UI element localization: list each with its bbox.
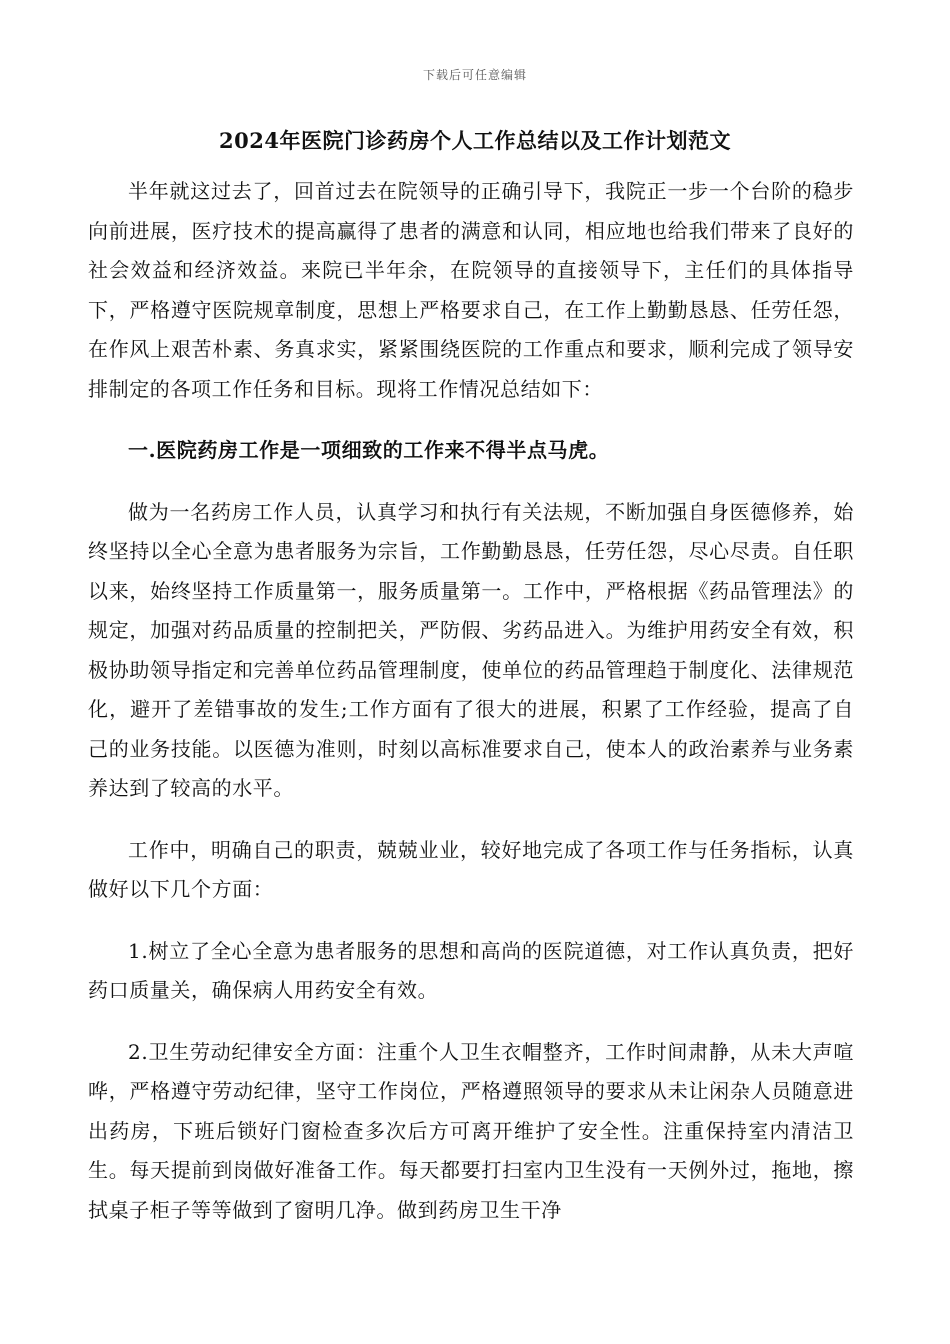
list-item-1: 1.树立了全心全意为患者服务的思想和高尚的医院道德，对工作认真负责，把好药口质量关，确保病人用药安全有效。 bbox=[88, 938, 854, 1002]
document-title: 2024年医院门诊药房个人工作总结以及工作计划范文 bbox=[219, 128, 731, 153]
list-item-2: 2.卫生劳动纪律安全方面：注重个人卫生衣帽整齐，工作时间肃静，从未大声喧哗，严格遵守劳动纪律，坚守工作岗位，严格遵照领导的要求从未让闲杂人员随意进出药房，下班后锁好门窗检查多次后方可离开维护了安全性。注重保持室内清洁卫生。每天提前到岗做好准备工作。每天都要打扫室内卫生没有一天例外过，拖地，擦拭桌子柜子等等做到了窗明几净。做到药房卫生干净 bbox=[88, 1039, 854, 1222]
body-paragraph-duties: 做为一名药房工作人员，认真学习和执行有关法规，不断加强自身医德修养，始终坚持以全心全意为患者服务为宗旨，工作勤勤恳恳，任劳任怨，尽心尽责。自任职以来，始终坚持工作质量第一，服务质量第一。工作中，严格根据《药品管理法》的规定，加强对药品质量的控制把关，严防假、劣药品进入。为维护用药安全有效，积极协助领导指定和完善单位药品管理制度，使单位的药品管理趋于制度化、法律规范化，避开了差错事故的发生;工作方面有了很大的进展，积累了工作经验，提高了自己的业务技能。以医德为准则，时刻以高标准要求自己，使本人的政治素养与业务素养达到了较高的水平。 bbox=[88, 499, 854, 800]
body-paragraph-summary: 工作中，明确自己的职责，兢兢业业，较好地完成了各项工作与任务指标，认真做好以下几个方面： bbox=[88, 837, 854, 901]
section-heading: 一.医院药房工作是一项细致的工作来不得半点马虎。 bbox=[128, 438, 610, 462]
intro-paragraph: 半年就这过去了，回首过去在院领导的正确引导下，我院正一步一个台阶的稳步向前进展，医疗技术的提高赢得了患者的满意和认同，相应地也给我们带来了良好的社会效益和经济效益。来院已半年余，在院领导的直接领导下，主任们的具体指导下，严格遵守医院规章制度，思想上严格要求自己，在工作上勤勤恳恳、任劳任怨，在作风上艰苦朴素、务真求实，紧紧围绕医院的工作重点和要求，顺利完成了领导安排制定的各项工作任务和目标。现将工作情况总结如下： bbox=[88, 179, 854, 401]
document-body bbox=[88, 172, 854, 1230]
header-note: 下载后可任意编辑 bbox=[422, 68, 527, 82]
